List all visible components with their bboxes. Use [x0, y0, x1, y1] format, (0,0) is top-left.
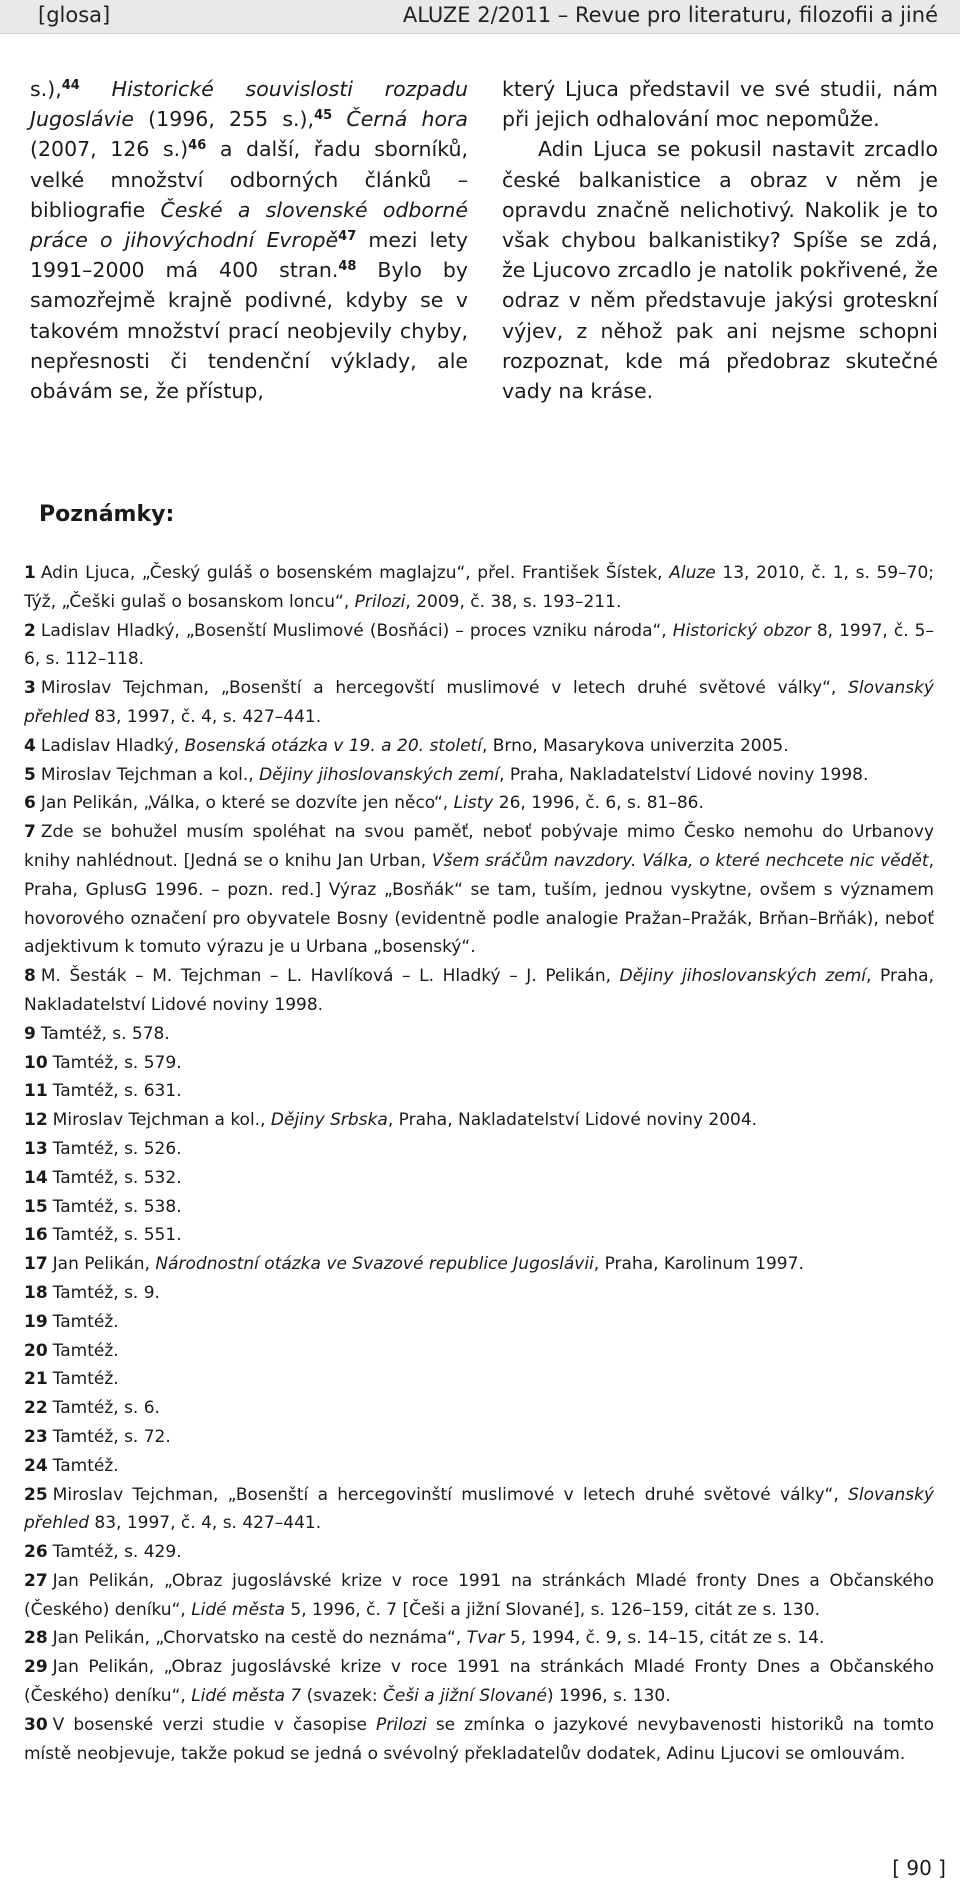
work-title: Lidé města 7 [191, 1686, 302, 1707]
section-tag: [glosa] [38, 3, 111, 27]
body-text [80, 77, 112, 101]
footnote [24, 1711, 934, 1769]
footnote [24, 559, 934, 617]
work-title: Národnostní otázka ve Svazové republice Jugoslávii [155, 1254, 594, 1275]
body-text: a další, řadu sborníků, velké množství odborných článků – bibliografie [30, 137, 468, 222]
body-paragraph: který Ljuca představil ve své studii, nám při jejich odhalování moc nepomůže. [502, 77, 938, 132]
footnote-text: 8, 1997, č. 5–6, s. 112–118. [24, 620, 934, 670]
footnote-text: , Praha, Nakladatelství Lidové noviny 1998. [499, 764, 869, 785]
footnotes-list [24, 559, 934, 1768]
footnote-number: 15 [24, 1196, 48, 1217]
footnote-number: 29 [24, 1657, 48, 1678]
footnote-text: Adin Ljuca, „Český guláš o bosenském maglajzu“, přel. František Šístek, [40, 563, 670, 583]
footnote-number: 9 [24, 1023, 36, 1044]
notes-heading: Poznámky: [39, 502, 175, 527]
footnote-text: (svazek: [301, 1686, 383, 1707]
footnote [24, 1020, 934, 1049]
footnote [24, 1538, 934, 1567]
work-title: Aluze [669, 563, 716, 583]
work-title: Historický obzor [672, 620, 811, 641]
footnote-text: Tamtéž. [52, 1455, 119, 1476]
journal-title: ALUZE 2/2011 – Revue pro literaturu, filozofii a jiné [402, 3, 938, 27]
footnote [24, 1653, 934, 1711]
body-text: (2007, 126 s.) [30, 137, 189, 162]
footnote-text: Ladislav Hladký, [40, 735, 185, 756]
footnote-text: Jan Pelikán, [52, 1254, 156, 1275]
footnote [24, 1423, 934, 1452]
footnote [24, 1279, 934, 1308]
body-paragraph [30, 74, 468, 406]
footnote-number: 7 [24, 822, 36, 843]
body-column-right [502, 74, 938, 406]
footnote [24, 1365, 934, 1394]
footnote-text: Tamtéž. [52, 1340, 119, 1361]
footnote [24, 761, 934, 790]
footnote-text: Tamtéž, s. 578. [40, 1023, 170, 1044]
footnote [24, 1567, 934, 1625]
work-title: Černá hora [346, 107, 468, 132]
footnote [24, 1164, 934, 1193]
footnote [24, 1250, 934, 1279]
footnote-reference[interactable]: 46 [188, 138, 207, 154]
footnote-text: Jan Pelikán, „Chorvatsko na cestě do neznáma“, [52, 1628, 467, 1649]
footnote-text: Tamtéž, s. 631. [52, 1081, 182, 1102]
footnote-reference[interactable]: 48 [338, 259, 357, 275]
work-title: Slovanský přehled [24, 678, 934, 727]
footnote-text: Miroslav Tejchman, „Bosenští a hercegovinští muslimové v letech druhé světové války“, [52, 1484, 849, 1505]
footnote-text: Jan Pelikán, „Válka, o které se dozvíte jen něco“, [40, 793, 454, 814]
footnote-text: Tamtéž, s. 6. [52, 1398, 160, 1419]
footnote-text: Tamtéž, s. 532. [52, 1167, 182, 1188]
footnote [24, 1394, 934, 1423]
work-title: Tvar [466, 1628, 505, 1649]
footnote-number: 5 [24, 764, 36, 785]
work-title: Dějiny jihoslovanských zemí [619, 966, 867, 987]
footnote-text: Tamtéž. [52, 1311, 119, 1332]
footnote-text: , Praha, Nakladatelství Lidové noviny 1998. [24, 966, 935, 1015]
body-text: s.), [30, 77, 62, 101]
footnote-number: 25 [24, 1484, 48, 1505]
footnote-number: 30 [24, 1714, 48, 1735]
footnote-number: 14 [24, 1167, 48, 1188]
work-title: České a slovenské odborné práce o jihovýchodní Evropě [30, 197, 468, 253]
footnote-text: 83, 1997, č. 4, s. 427–441. [89, 706, 322, 727]
footnote-number: 13 [24, 1138, 48, 1159]
footnote-text: , Praha, GplusG 1996. – pozn. red.] Výraz „Bosňák“ se tam, tuším, jednou vyskytne, ovšem s významem hovorového označení pro obyvatele Bosny (evidentně podle analogie Pražan–Pražák, Brňan–Brňák), neboť adjektivum k tomuto výrazu je u Urbana „bosenský“. [24, 850, 934, 958]
footnote-text: Tamtéž, s. 526. [52, 1138, 182, 1159]
footnote-number: 24 [24, 1455, 48, 1476]
body-text: mezi lety 1991–2000 má 400 stran. [30, 228, 468, 283]
footnote-text: Tamtéž. [52, 1369, 119, 1390]
footnote-text: Tamtéž, s. 9. [52, 1282, 160, 1303]
footnote-number: 11 [24, 1081, 48, 1102]
footnote-text: 5, 1994, č. 9, s. 14–15, citát ze s. 14. [504, 1628, 825, 1649]
footnote-text: Miroslav Tejchman, „Bosenští a hercegovští muslimové v letech druhé světové války“, [40, 678, 849, 699]
footnote [24, 1049, 934, 1078]
footnote-number: 27 [24, 1570, 48, 1591]
footnote-text: , 2009, č. 38, s. 193–211. [405, 591, 622, 612]
footnote-number: 2 [24, 620, 36, 641]
footnote-number: 6 [24, 793, 36, 814]
page-number: [ 90 ] [892, 1856, 946, 1880]
footnote-text: 5, 1996, č. 7 [Češi a jižní Slované], s. 126–159, citát ze s. 130. [285, 1599, 820, 1620]
footnote [24, 1308, 934, 1337]
footnote-number: 10 [24, 1052, 48, 1073]
footnote-number: 22 [24, 1398, 48, 1419]
work-title: Bosenská otázka v 19. a 20. století [184, 735, 482, 756]
work-title: Prilozi [376, 1714, 427, 1735]
body-text: (1996, 255 s.), [133, 107, 315, 132]
footnote-text: V bosenské verzi studie v časopise [52, 1714, 376, 1735]
footnote [24, 1221, 934, 1250]
footnote-number: 19 [24, 1311, 48, 1332]
work-title: Prilozi [354, 591, 406, 612]
footnote-text: Miroslav Tejchman a kol., [40, 764, 260, 785]
work-title: Dějiny Srbska [270, 1110, 388, 1131]
work-title: Slovanský přehled [24, 1484, 934, 1534]
footnote-reference[interactable]: 47 [338, 229, 357, 245]
footnote-reference[interactable]: 44 [61, 78, 80, 93]
footnote-number: 3 [24, 678, 36, 699]
footnote-text: Tamtéž, s. 579. [52, 1052, 182, 1073]
footnote-text: 83, 1997, č. 4, s. 427–441. [89, 1513, 322, 1534]
footnote-text: Zde se bohužel musím spoléhat na svou paměť, neboť pobývaje mimo Česko nemohu do Urbanovy knihy nahlédnout. [Jedná se o knihu Jan Urban, [24, 822, 934, 871]
footnote-text: ) 1996, s. 130. [547, 1686, 671, 1707]
footnote [24, 732, 934, 761]
footnote [24, 818, 934, 962]
footnote-text: 13, 2010, č. 1, s. 59–70; Týž, „Češki gulaš o bosanskom loncu“, [24, 563, 934, 612]
body-text [332, 107, 346, 131]
work-title: Češi a jižní Slované [382, 1686, 547, 1707]
footnote [24, 1452, 934, 1481]
footnote [24, 1077, 934, 1106]
footnote-text: Tamtéž, s. 551. [52, 1225, 182, 1246]
footnote [24, 1193, 934, 1222]
footnote [24, 1481, 934, 1539]
footnote-text: 26, 1996, č. 6, s. 81–86. [493, 793, 704, 814]
footnote-number: 1 [24, 563, 36, 583]
footnote-text: , Praha, Karolinum 1997. [593, 1254, 804, 1275]
footnote [24, 674, 934, 732]
footnote-number: 20 [24, 1340, 48, 1361]
work-title: Lidé města [191, 1599, 285, 1620]
footnote-text: Tamtéž, s. 538. [52, 1196, 182, 1217]
footnote-text: Tamtéž, s. 429. [52, 1542, 182, 1563]
footnote-number: 23 [24, 1426, 48, 1447]
footnote [24, 1624, 934, 1653]
footnote-text: Jan Pelikán, „Obraz jugoslávské krize v roce 1991 na stránkách Mladé fronty Dnes a Občanského (Českého) deníku“, [24, 1570, 934, 1620]
footnote-number: 16 [24, 1225, 48, 1246]
footnote-text: se zmínka o jazykové nevybavenosti historiků na tomto místě neobjevuje, takže pokud se jedná o svévolný překladatelův dodatek, Adinu Ljucovi se omlouvám. [24, 1714, 934, 1764]
footnote-text: , Praha, Nakladatelství Lidové noviny 2004. [387, 1110, 758, 1131]
footnote-number: 21 [24, 1369, 48, 1390]
running-header [0, 0, 960, 34]
work-title: Listy [453, 793, 494, 814]
footnote-number: 28 [24, 1628, 48, 1649]
footnote [24, 789, 934, 818]
work-title: Dějiny jihoslovanských zemí [259, 764, 500, 785]
footnote-text: M. Šesták – M. Tejchman – L. Havlíková – L. Hladký – J. Pelikán, [40, 966, 620, 987]
footnote-reference[interactable]: 45 [314, 108, 333, 124]
footnote-number: 17 [24, 1254, 48, 1275]
footnote [24, 617, 934, 675]
work-title: Všem sráčům navzdory. Válka, o které nechcete nic vědět [431, 850, 929, 871]
footnote-text: Miroslav Tejchman a kol., [52, 1110, 271, 1131]
footnote-number: 26 [24, 1542, 48, 1563]
footnote-text: Ladislav Hladký, „Bosenští Muslimové (Bosňáci) – proces vzniku národa“, [40, 620, 673, 641]
body-text: Bylo by samozřejmě krajně podivné, kdyby se v takovém množství prací neobjevily chyby, nepřesnosti či tendenční výklady, ale obávám se, že přístup, [30, 258, 468, 404]
footnote [24, 962, 934, 1020]
body-paragraph: Adin Ljuca se pokusil nastavit zrcadlo české balkanistice a obraz v něm je opravdu značně nelichotivý. Nakolik je to však chybou balkanistiky? Spíše se zdá, že Ljucovo zrcadlo je natolik pokřivené, že odraz v něm představuje jakýsi groteskní výjev, z něhož pak ani nejsme schopni rozpoznat, kde má předobraz skutečné vady na kráse. [502, 137, 938, 404]
footnote-number: 8 [24, 966, 36, 987]
footnote [24, 1106, 934, 1135]
footnote-text: , Brno, Masarykova univerzita 2005. [481, 735, 789, 756]
footnote-text: Tamtéž, s. 72. [52, 1426, 171, 1447]
work-title: Historické souvislosti rozpadu Jugoslávie [30, 77, 468, 132]
footnote [24, 1337, 934, 1366]
footnote-number: 4 [24, 735, 36, 756]
footnote-text: Jan Pelikán, „Obraz jugoslávské krize v roce 1991 na stránkách Mladé Fronty Dnes a Občanského (Českého) deníku“, [24, 1657, 934, 1707]
body-column-left [30, 74, 468, 406]
footnote-number: 12 [24, 1110, 48, 1131]
footnote-number: 18 [24, 1282, 48, 1303]
footnote [24, 1135, 934, 1164]
